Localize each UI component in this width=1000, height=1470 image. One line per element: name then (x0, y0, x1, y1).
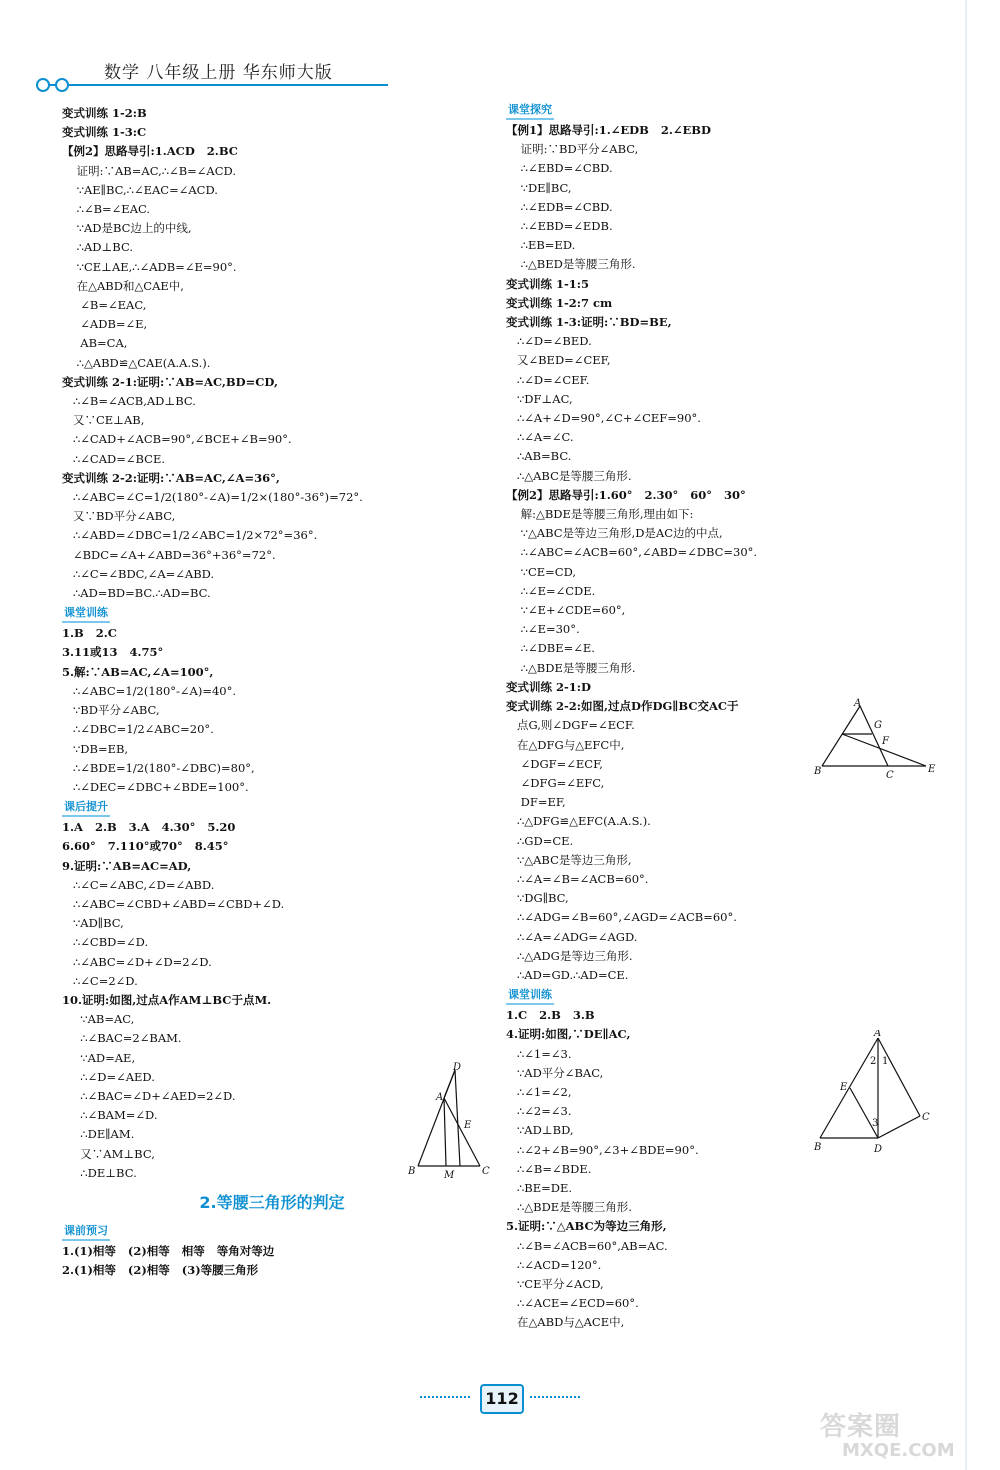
watermark-url: MXQE.COM (842, 1440, 955, 1461)
right-block2-line: ∴BE=DE. (506, 1180, 573, 1195)
right-block2-line: ∵AD⊥BD, (506, 1123, 574, 1138)
left-block3-line: ∴∠C=∠ABC,∠D=∠ABD. (62, 877, 215, 892)
right-block1-line: 【例2】思路导引:1.60° 2.30° 60° 30° (506, 487, 746, 502)
left-block3-line: ∵AB=AC, (62, 1012, 135, 1027)
right-block1-line: ∴GD=CE. (506, 833, 574, 848)
fig3-label-c: C (922, 1112, 930, 1123)
left-block1-line: 在△ABD和△CAE中, (62, 278, 184, 293)
page-number-dots-right (530, 1396, 580, 1398)
left-block3-line: ∴∠BAM=∠D. (62, 1108, 158, 1123)
tag-ketang-xunlian-2: 课堂训练 (506, 987, 554, 1005)
left-block1-line: ∠B=∠EAC, (62, 298, 147, 313)
right-block1-line: ∴∠A=∠C. (506, 430, 574, 445)
left-block3-line: ∴∠ABC=∠D+∠D=2∠D. (62, 954, 212, 969)
right-block1-line: 变式训练 2-1:D (506, 679, 591, 694)
page-edge-tint (965, 0, 967, 1470)
left-block1-line: ∴∠CAD=∠BCE. (62, 451, 166, 466)
right-block2-line: 1.C 2.B 3.B (506, 1008, 595, 1023)
right-block1-line: ∴∠A+∠D=90°,∠C+∠CEF=90°. (506, 411, 701, 426)
fig1-label-c: C (482, 1166, 490, 1177)
right-block1-line: 变式训练 1-3:证明:∵BD=BE, (506, 315, 672, 330)
right-block2-line: ∴△BDE是等腰三角形. (506, 1200, 632, 1215)
fig2-label-b: B (814, 766, 822, 777)
header-rule (36, 84, 388, 86)
right-block1-line: ∵DF⊥AC, (506, 391, 573, 406)
right-block1-line: 变式训练 2-2:如图,过点D作DG∥BC交AC于 (506, 699, 739, 714)
figure-triangle-dge (812, 698, 942, 780)
right-block1-line: 变式训练 1-2:7 cm (506, 295, 613, 310)
left-block1-line: 【例2】思路导引:1.ACD 2.BC (62, 144, 238, 159)
left-block2-line: ∴∠DBC=1/2∠ABC=20°. (62, 722, 214, 737)
left-block2-line: ∴∠DEC=∠DBC+∠BDE=100°. (62, 779, 249, 794)
left-block1-line: ∴AD⊥BC. (62, 240, 133, 255)
left-block1-line: ∴∠B=∠EAC. (62, 202, 151, 217)
left-block1-line: ∴∠ABD=∠DBC=1/2∠ABC=1/2×72°=36°. (62, 528, 318, 543)
page-number-dots-left (420, 1396, 470, 1398)
left-block-4 (62, 1242, 482, 1280)
right-block1-line: ∴∠DBE=∠E. (506, 641, 595, 656)
left-block3-line: ∵AD=AE, (62, 1050, 136, 1065)
right-block1-line: ∠DFG=∠EFC, (506, 775, 605, 790)
left-block1-line: 又∵BD平分∠ABC, (62, 509, 176, 524)
right-block2-line: 在△ABD与△ACE中, (506, 1315, 625, 1330)
fig1-label-a: A (436, 1092, 444, 1103)
header-ring-2 (55, 78, 69, 92)
fig2-label-f: F (882, 736, 889, 747)
right-block1-line: ∵DE∥BC, (506, 180, 572, 195)
left-block3-line: 10.证明:如图,过点A作AM⊥BC于点M. (62, 992, 272, 1007)
fig1-label-m: M (444, 1170, 455, 1181)
page-number-box (420, 1382, 580, 1412)
left-block1-line: ∴∠C=∠BDC,∠A=∠ABD. (62, 566, 215, 581)
right-block1-line: ∴∠ABC=∠ACB=60°,∠ABD=∠DBC=30°. (506, 545, 758, 560)
right-block1-line: ∴∠D=∠CEF. (506, 372, 590, 387)
figure-triangle-abc-d (400, 1062, 500, 1182)
fig3-label-3: 3 (872, 1118, 879, 1129)
left-block3-line: 又∵AM⊥BC, (62, 1146, 155, 1161)
tag-keqian-yuxi: 课前预习 (62, 1223, 110, 1241)
right-block1-line: 变式训练 1-1:5 (506, 276, 590, 291)
left-block1-line: 变式训练 1-2:B (62, 106, 147, 120)
section-title: 2.等腰三角形的判定 (199, 1192, 345, 1212)
left-block1-line: ∴∠ABC=∠C=1/2(180°-∠A)=1/2×(180°-36°)=72°. (62, 490, 363, 505)
left-block2-line: ∴∠BDE=1/2(180°-∠DBC)=80°, (62, 760, 255, 775)
right-block2-line: ∴∠2+∠B=90°,∠3+∠BDE=90°. (506, 1142, 699, 1157)
right-block1-line: ∴AD=GD.∴AD=CE. (506, 967, 629, 982)
left-block4-line: 1.(1)相等 (2)相等 相等 等角对等边 (62, 1243, 275, 1258)
right-block1-line: 在△DFG与△EFC中, (506, 737, 625, 752)
right-block2-line: ∴∠ACD=120°. (506, 1257, 602, 1272)
right-block2-line: ∴∠B=∠ACB=60°,AB=AC. (506, 1238, 668, 1253)
fig2-label-e: E (928, 764, 936, 775)
right-block1-line: ∴△BDE是等腰三角形. (506, 660, 636, 675)
fig3-label-2: 2 (870, 1056, 877, 1067)
tag-ketang-xunlian: 课堂训练 (62, 605, 110, 623)
left-block3-line: 9.证明:∵AB=AC=AD, (62, 858, 192, 873)
left-block3-line: ∴∠D=∠AED. (62, 1069, 155, 1084)
tag-ketang-tanjiu: 课堂探究 (506, 102, 554, 120)
left-block1-line: 又∵CE⊥AB, (62, 413, 145, 428)
right-block2-line: ∴∠ACE=∠ECD=60°. (506, 1296, 639, 1311)
right-block1-line: ∠DGF=∠ECF, (506, 756, 603, 771)
right-block1-line: ∴△ABC是等腰三角形. (506, 468, 632, 483)
fig2-label-g: G (874, 720, 882, 731)
left-block1-line: ∵AD是BC边上的中线, (62, 221, 192, 236)
left-block1-line: ∠ADB=∠E, (62, 317, 148, 332)
right-block1-line: ∴△ADG是等边三角形. (506, 948, 633, 963)
left-block3-line: 6.60° 7.110°或70° 8.45° (62, 839, 229, 854)
left-block1-line: 变式训练 2-2:证明:∵AB=AC,∠A=36°, (62, 470, 280, 485)
left-block3-line: ∴∠BAC=2∠BAM. (62, 1031, 182, 1046)
right-block1-line: ∵DG∥BC, (506, 891, 569, 906)
left-block3-line: ∴∠C=2∠D. (62, 973, 138, 988)
header-ring-1 (36, 78, 50, 92)
right-block1-line: ∴∠ADG=∠B=60°,∠AGD=∠ACB=60°. (506, 910, 737, 925)
right-block1-line: 解:△BDE是等腰三角形,理由如下: (506, 507, 694, 522)
left-block1-line: 证明:∵AB=AC,∴∠B=∠ACD. (62, 163, 236, 178)
right-block1-line: ∵△ABC是等边三角形, (506, 852, 632, 867)
right-block1-line: ∴∠A=∠B=∠ACB=60°. (506, 871, 649, 886)
tag-kehou-tisheng: 课后提升 (62, 799, 110, 817)
right-block1-line: ∴AB=BC. (506, 449, 572, 464)
right-block1-line: DF=EF, (506, 795, 566, 810)
fig3-label-a: A (874, 1030, 882, 1039)
right-block2-line: ∴∠1=∠3. (506, 1046, 572, 1061)
right-block1-line: ∴∠A=∠ADG=∠AGD. (506, 929, 638, 944)
left-block1-line: ∵CE⊥AE,∴∠ADB=∠E=90°. (62, 259, 237, 274)
right-block2-line: ∴∠1=∠2, (506, 1084, 572, 1099)
right-block2-line: 5.证明:∵△ABC为等边三角形, (506, 1219, 667, 1234)
left-block2-line: 5.解:∵AB=AC,∠A=100°, (62, 664, 214, 679)
right-block1-line: ∴∠EBD=∠EDB. (506, 219, 613, 234)
left-block3-line: ∴DE∥AM. (62, 1127, 135, 1142)
fig3-label-b: B (814, 1142, 822, 1153)
left-block1-line: 变式训练 2-1:证明:∵AB=AC,BD=CD, (62, 374, 278, 389)
left-block3-line: ∴∠CBD=∠D. (62, 935, 149, 950)
right-block1-line: ∴∠EBD=∠CBD. (506, 161, 613, 176)
left-block2-line: 1.B 2.C (62, 626, 117, 641)
left-block-1 (62, 104, 482, 603)
right-block1-line: ∴∠E=30°. (506, 622, 580, 637)
fig1-label-b: B (408, 1166, 416, 1177)
left-block1-line: ∴∠CAD+∠ACB=90°,∠BCE+∠B=90°. (62, 432, 292, 447)
left-block1-line: AB=CA, (62, 336, 128, 351)
fig3-label-1: 1 (882, 1056, 889, 1067)
right-block1-line: ∴∠D=∠BED. (506, 334, 592, 349)
fig1-label-e: E (464, 1120, 472, 1131)
fig2-label-c: C (886, 770, 894, 780)
right-block2-line: ∴∠2=∠3. (506, 1104, 572, 1119)
right-block1-line: ∵∠E+∠CDE=60°, (506, 603, 626, 618)
left-block3-line: ∴DE⊥BC. (62, 1165, 137, 1180)
left-block3-line: ∴∠BAC=∠D+∠AED=2∠D. (62, 1088, 236, 1103)
fig1-label-d: D (453, 1062, 462, 1073)
right-block-1 (506, 121, 956, 985)
right-block1-line: ∵CE=CD, (506, 564, 577, 579)
left-block1-line: ∴△ABD≌△CAE(A.A.S.). (62, 355, 211, 370)
left-block3-line: 1.A 2.B 3.A 4.30° 5.20 (62, 820, 236, 835)
right-block2-line: ∵AD平分∠BAC, (506, 1065, 604, 1080)
left-block1-line: ∵AE∥BC,∴∠EAC=∠ACD. (62, 182, 218, 197)
right-block2-line: 4.证明:如图,∵DE∥AC, (506, 1027, 631, 1042)
right-block1-line: ∴EB=ED. (506, 238, 576, 253)
left-block1-line: ∠BDC=∠A+∠ABD=36°+36°=72°. (62, 547, 276, 562)
right-block1-line: ∴△BED是等腰三角形. (506, 257, 636, 272)
right-block2-line: ∴∠B=∠BDE. (506, 1161, 592, 1176)
right-block1-line: ∴∠E=∠CDE. (506, 583, 596, 598)
left-block2-line: ∴∠ABC=1/2(180°-∠A)=40°. (62, 683, 237, 698)
right-block1-line: ∴∠EDB=∠CBD. (506, 199, 613, 214)
left-block2-line: ∵BD平分∠ABC, (62, 703, 160, 718)
right-block1-line: ∵△ABC是等边三角形,D是AC边的中点, (506, 526, 723, 541)
left-block3-line: ∵AD∥BC, (62, 916, 124, 931)
left-block1-line: ∴∠B=∠ACB,AD⊥BC. (62, 394, 196, 409)
page-number: 112 (480, 1384, 524, 1414)
left-block3-line: ∴∠ABC=∠CBD+∠ABD=∠CBD+∠D. (62, 896, 285, 911)
left-block1-line: ∴AD=BD=BC.∴AD=BC. (62, 586, 211, 601)
fig3-label-e: E (840, 1082, 848, 1093)
running-header: 数学 八年级上册 华东师大版 (104, 63, 333, 83)
right-block1-line: ∴△DFG≌△EFC(A.A.S.). (506, 814, 651, 829)
right-block1-line: 又∠BED=∠CEF, (506, 353, 611, 368)
fig3-label-d: D (874, 1144, 883, 1155)
figure-triangle-abc-bisector (808, 1030, 938, 1158)
fig2-label-a: A (854, 698, 862, 709)
watermark-logo: 答案圈 (820, 1412, 902, 1442)
left-block2-line: ∵DB=EB, (62, 741, 129, 756)
right-block1-line: 点G,则∠DGF=∠ECF. (506, 718, 635, 733)
left-block-2 (62, 624, 482, 797)
right-block2-line: ∵CE平分∠ACD, (506, 1276, 604, 1291)
left-block1-line: 变式训练 1-3:C (62, 125, 147, 140)
left-block4-line: 2.(1)相等 (2)相等 (3)等腰三角形 (62, 1263, 259, 1278)
right-block1-line: 【例1】思路导引:1.∠EDB 2.∠EBD (506, 123, 711, 137)
right-block1-line: 证明:∵BD平分∠ABC, (506, 142, 639, 157)
left-block2-line: 3.11或13 4.75° (62, 645, 164, 660)
